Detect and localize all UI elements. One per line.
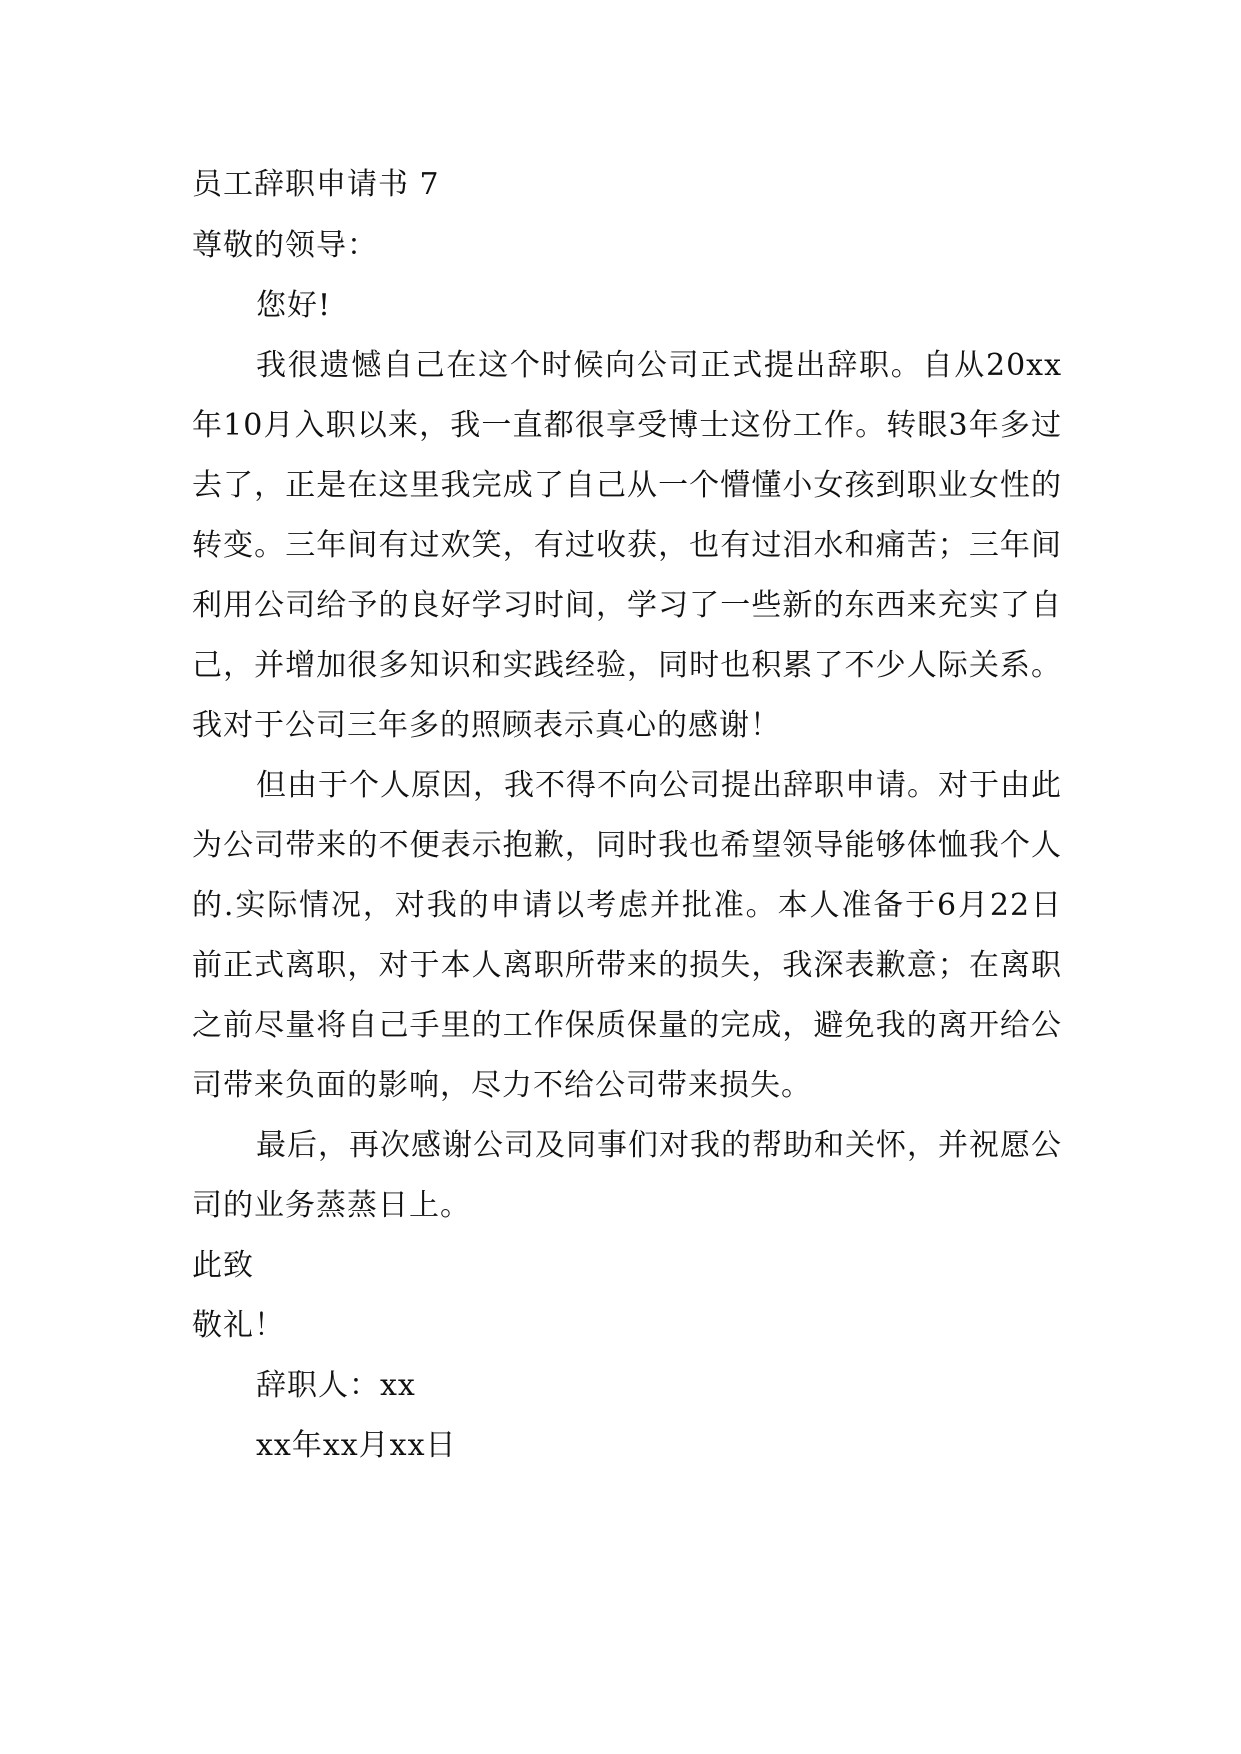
salutation: 尊敬的领导： xyxy=(192,228,378,263)
paragraph-3: 最后，再次感谢公司及同事们对我的帮助和关怀，并祝愿公司的业务蒸蒸日上。 xyxy=(192,1128,1062,1223)
paragraph-1: 我很遗憾自己在这个时候向公司正式提出辞职。自从20xx年10月入职以来，我一直都很享受博士这份工作。转眼3年多过去了，正是在这里我完成了自己从一个懵懂小女孩到职业女性的转变。三年间有过欢笑，有过收获，也有过泪水和痛苦；三年间利用公司给予的良好学习时间，学习了一些新的东西来充实了自己，并增加很多知识和实践经验，同时也积累了不少人际关系。我对于公司三年多的照顾表示真心的感谢！ xyxy=(192,348,1062,743)
letter-body xyxy=(192,160,1062,1476)
date-line: xx年xx月xx日 xyxy=(256,1428,457,1463)
closing-line-2: 敬礼！ xyxy=(192,1308,285,1343)
paragraph-2: 但由于个人原因，我不得不向公司提出辞职申请。对于由此为公司带来的不便表示抱歉，同时我也希望领导能够体恤我个人的.实际情况，对我的申请以考虑并批准。本人准备于6月22日前正式离职，对于本人离职所带来的损失，我深表歉意；在离职之前尽量将自己手里的工作保质保量的完成，避免我的离开给公司带来负面的影响，尽力不给公司带来损失。 xyxy=(192,768,1062,1103)
signer-line: 辞职人：xx xyxy=(256,1368,416,1403)
greeting: 您好! xyxy=(256,288,332,323)
closing-line-1: 此致 xyxy=(192,1248,254,1283)
document-title: 员工辞职申请书 7 xyxy=(192,167,440,202)
